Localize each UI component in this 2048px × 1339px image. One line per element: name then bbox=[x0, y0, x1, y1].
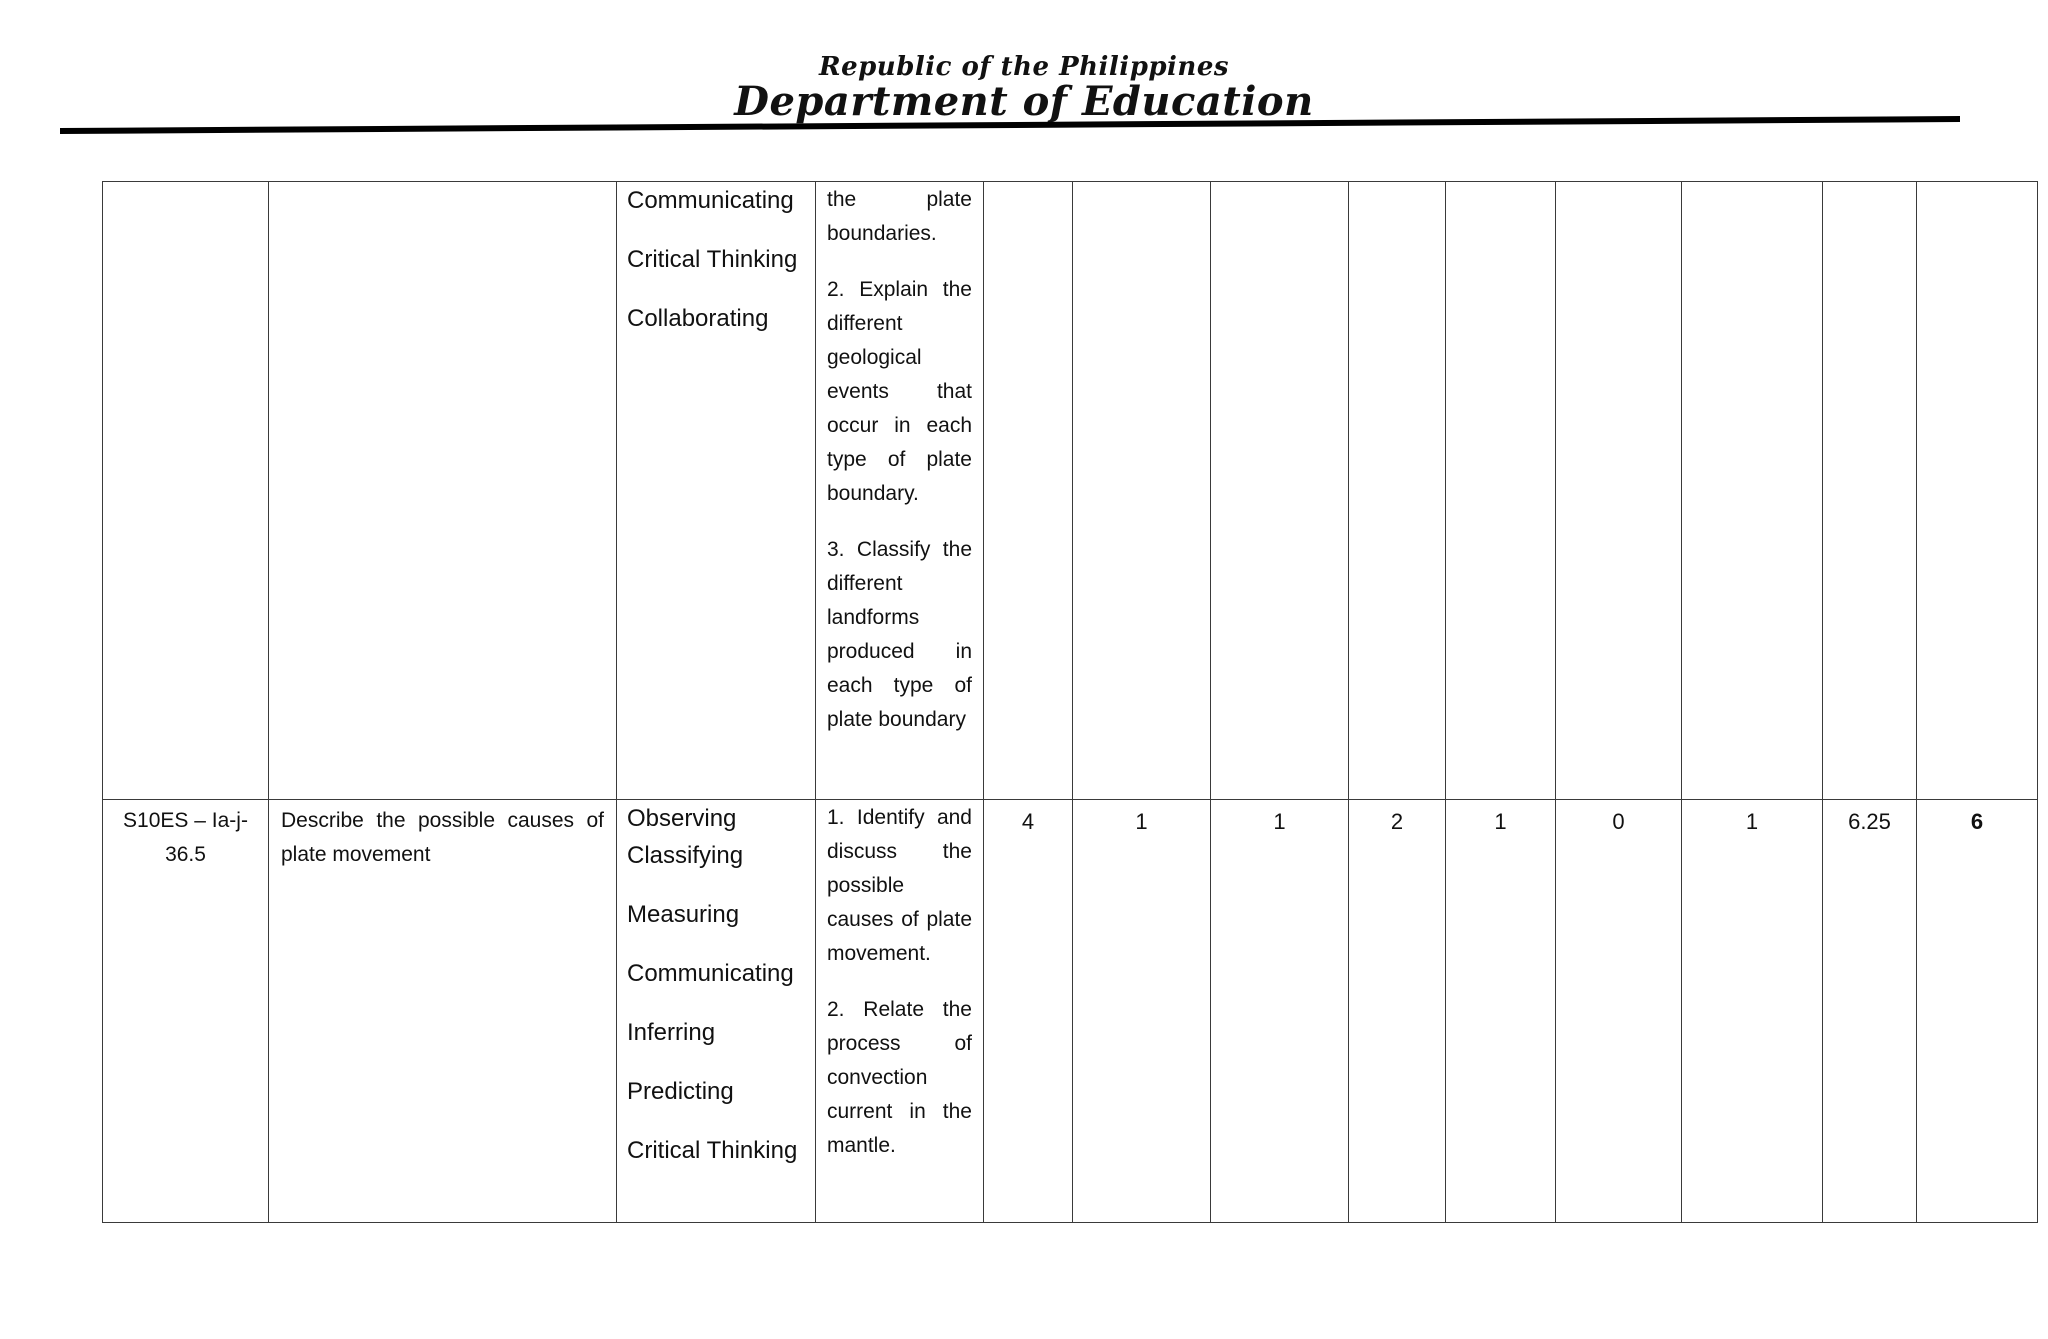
value-cell: 1 bbox=[1682, 800, 1823, 1223]
competency-cell: Describe the possible causes of plate movement bbox=[269, 800, 617, 1223]
value-cell: 2 bbox=[1349, 800, 1446, 1223]
table-row bbox=[103, 182, 2038, 800]
skill-item: Critical Thinking bbox=[627, 1137, 798, 1164]
skill-item: Inferring bbox=[627, 1019, 716, 1046]
code-cell bbox=[103, 182, 269, 800]
value-cell bbox=[1682, 182, 1823, 800]
value-cell bbox=[1446, 182, 1556, 800]
department-heading: Department of Education bbox=[734, 78, 1314, 125]
value-cell bbox=[984, 182, 1073, 800]
value-cell: 6.25 bbox=[1823, 800, 1917, 1223]
objective-item: 2. Explain the different geological events that occur in each type of plate boundary. bbox=[827, 278, 972, 505]
value-cell: 0 bbox=[1556, 800, 1682, 1223]
value-cell: 1 bbox=[1211, 800, 1349, 1223]
table-row bbox=[103, 800, 2038, 1223]
skill-item: Predicting bbox=[627, 1078, 734, 1105]
skill-item: Measuring bbox=[627, 901, 740, 928]
skill-item: Critical Thinking bbox=[627, 246, 798, 273]
objectives-cell bbox=[816, 800, 984, 1223]
value-cell: 4 bbox=[984, 800, 1073, 1223]
objective-item: 3. Classify the different landforms produced in each type of plate boundary bbox=[827, 538, 972, 731]
value-cell bbox=[1917, 182, 2038, 800]
skills-cell bbox=[617, 182, 816, 800]
header-rule bbox=[60, 110, 1960, 134]
objective-item: the plate boundaries. bbox=[827, 188, 972, 245]
skill-item: Observing bbox=[627, 805, 737, 832]
objective-item: 1. Identify and discuss the possible causes of plate movement. bbox=[827, 806, 972, 965]
code-cell: S10ES – Ia-j-36.5 bbox=[103, 800, 269, 1223]
value-cell bbox=[1823, 182, 1917, 800]
skill-item: Collaborating bbox=[627, 305, 769, 332]
skills-cell bbox=[617, 800, 816, 1223]
objectives-cell bbox=[816, 182, 984, 800]
skill-item: Communicating bbox=[627, 960, 794, 987]
skill-item: Communicating bbox=[627, 187, 794, 214]
competency-cell bbox=[269, 182, 617, 800]
value-cell bbox=[1211, 182, 1349, 800]
objective-item: 2. Relate the process of convection current in the mantle. bbox=[827, 998, 972, 1157]
total-value-cell: 6 bbox=[1917, 800, 2038, 1223]
value-cell bbox=[1073, 182, 1211, 800]
value-cell bbox=[1349, 182, 1446, 800]
value-cell: 1 bbox=[1446, 800, 1556, 1223]
value-cell: 1 bbox=[1073, 800, 1211, 1223]
republic-heading: Republic of the Philippines bbox=[818, 52, 1230, 82]
value-cell bbox=[1556, 182, 1682, 800]
tos-table bbox=[102, 181, 2038, 1223]
skill-item: Classifying bbox=[627, 842, 744, 869]
